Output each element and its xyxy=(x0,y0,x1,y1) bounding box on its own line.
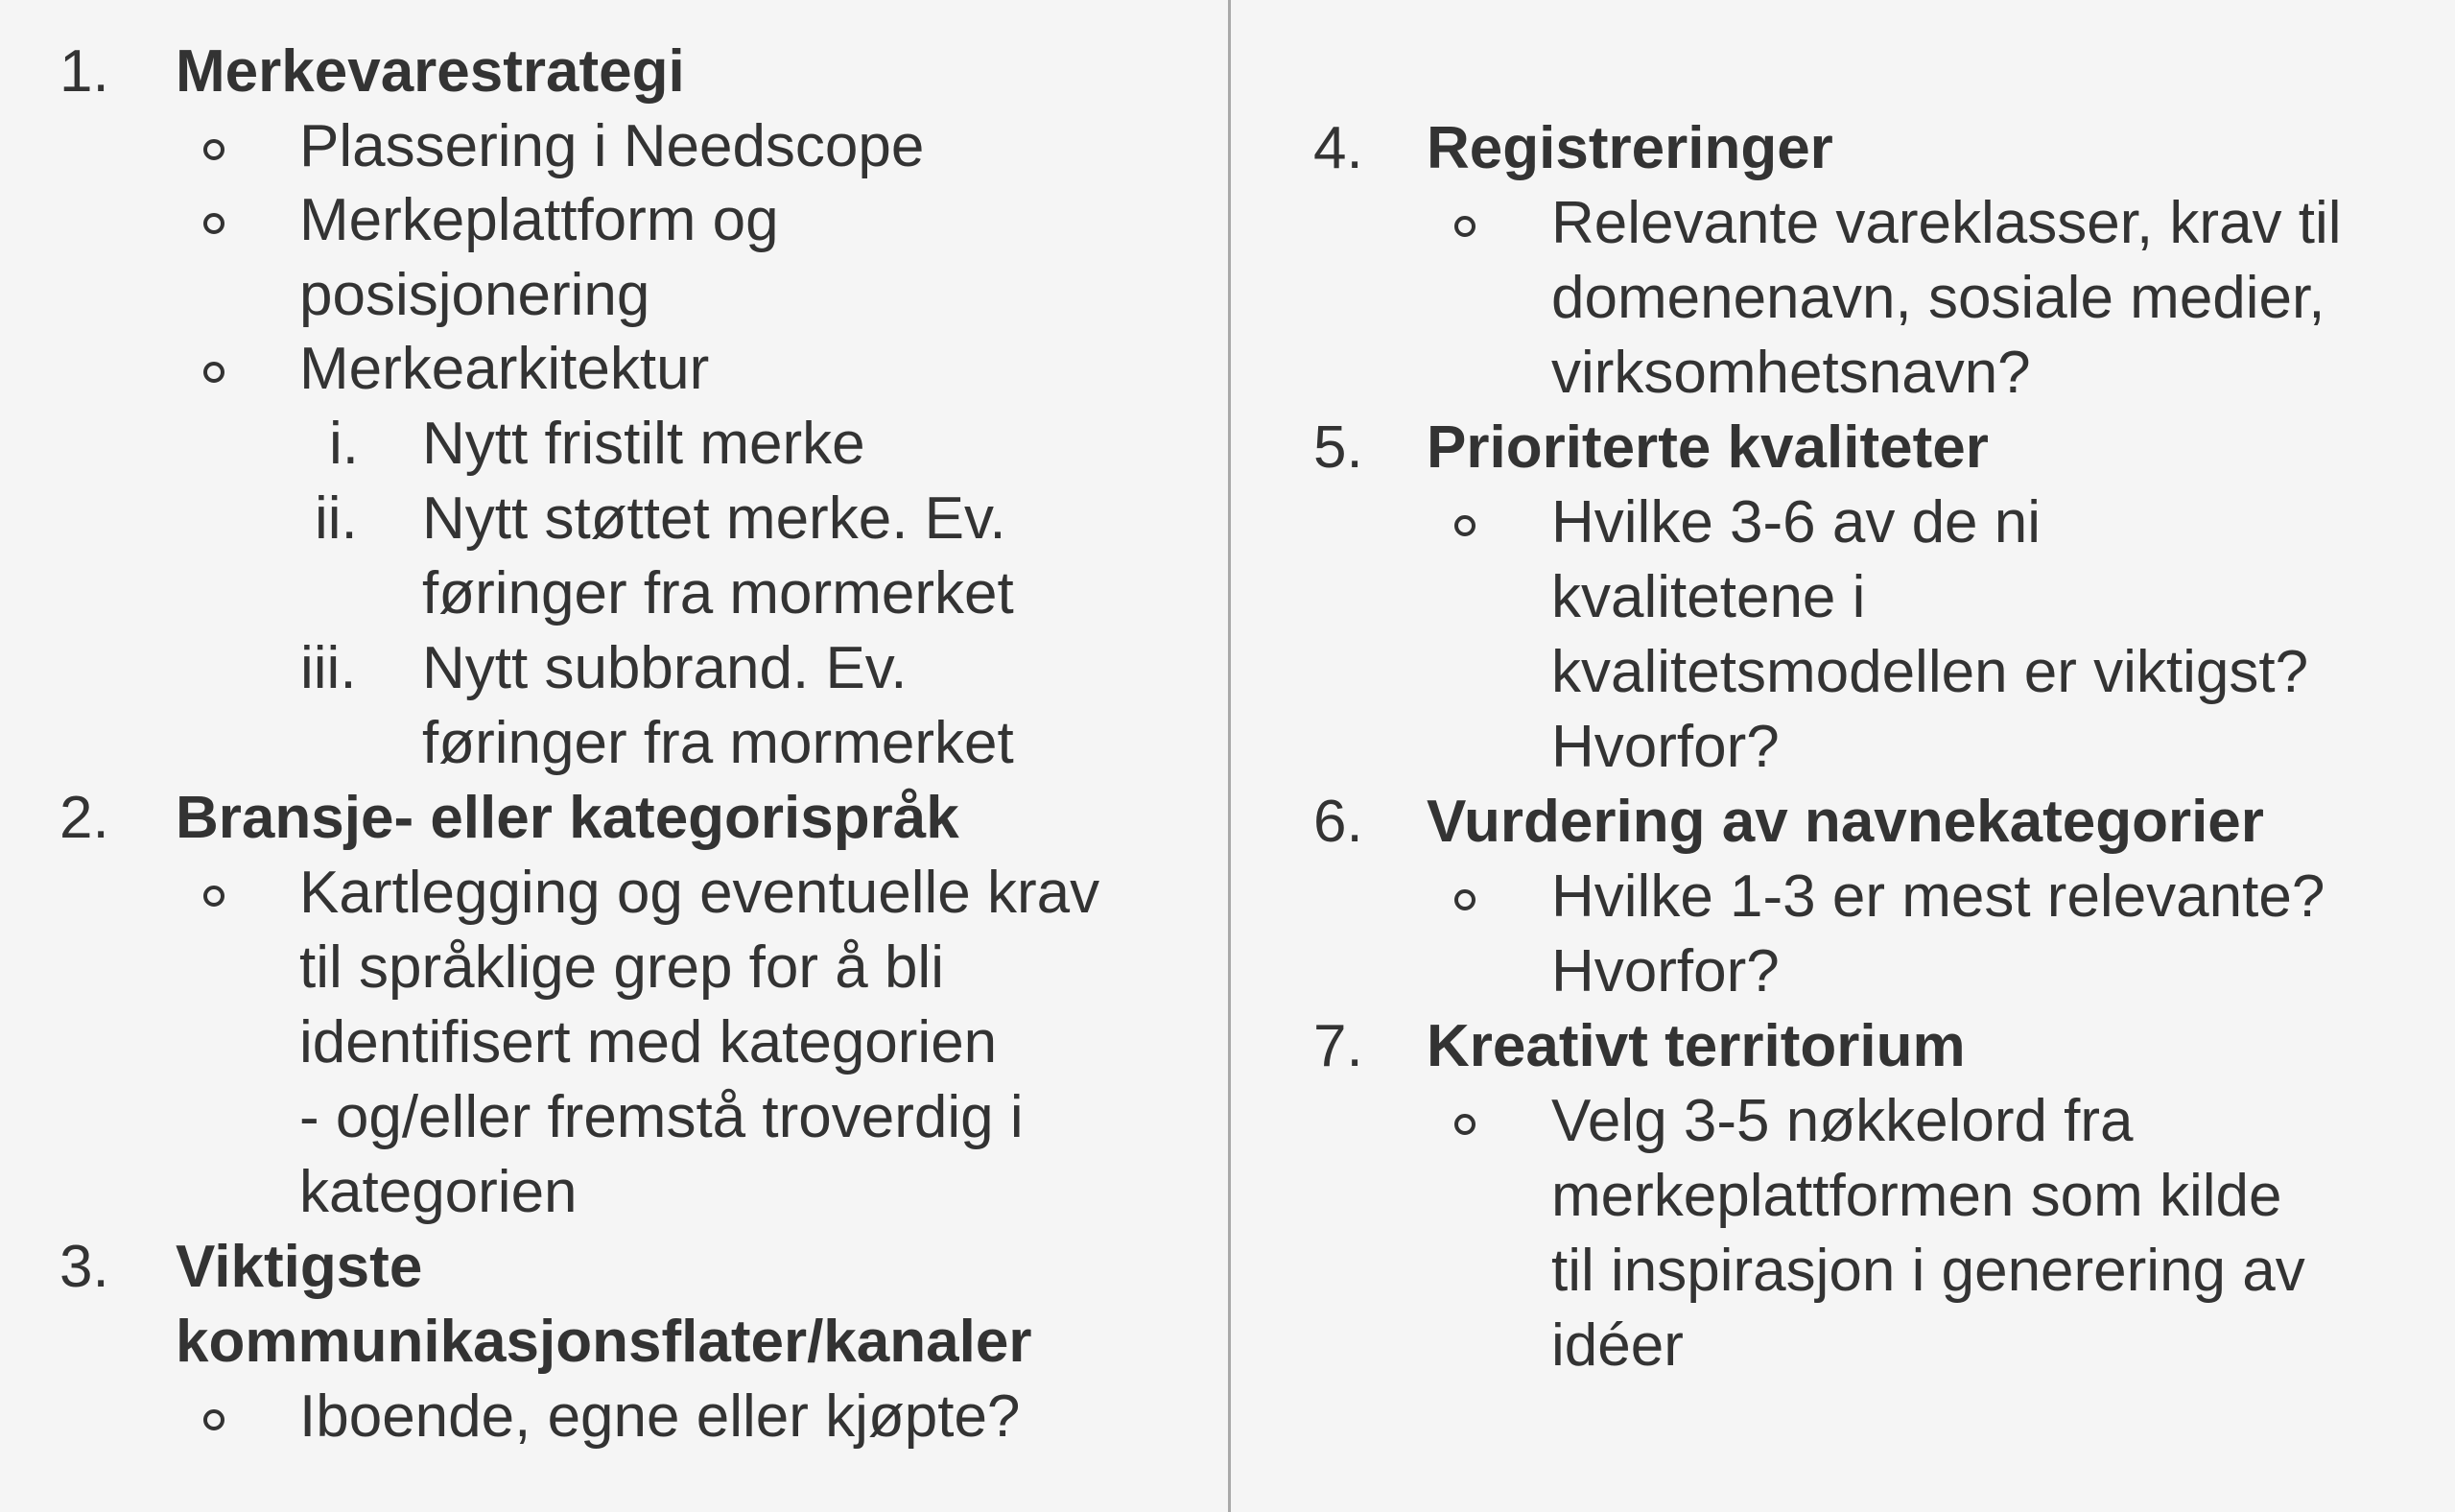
list-item-needscope: Plassering i Needscope xyxy=(299,113,925,179)
list-item-kvaliteter: Hvilke 3-6 av de ni xyxy=(1551,489,2042,555)
list-number-2: 2. xyxy=(59,785,109,851)
list-number-6: 6. xyxy=(1313,789,1363,855)
list-item-vareklasser-cont: virksomhetsnavn? xyxy=(1551,340,2031,406)
heading-kommunikasjonsflater: Viktigste xyxy=(176,1234,423,1300)
heading-registreringer: Registreringer xyxy=(1427,115,1833,181)
bullet-icon xyxy=(203,362,224,383)
list-number-3: 3. xyxy=(59,1234,109,1300)
list-item-relevante: Hvilke 1-3 er mest relevante? xyxy=(1551,863,2325,930)
list-item-nokkelord-cont: til inspirasjon i generering av xyxy=(1551,1238,2305,1304)
list-number-7: 7. xyxy=(1313,1013,1363,1079)
list-item-vareklasser-cont: domenenavn, sosiale medier, xyxy=(1551,265,2325,331)
list-item-merkeplattform: Merkeplattform og xyxy=(299,187,779,253)
bullet-icon xyxy=(1454,216,1475,237)
list-item-iboende: Iboende, egne eller kjøpte? xyxy=(299,1383,1021,1450)
column-divider xyxy=(1228,0,1231,1512)
list-item-nokkelord-cont: idéer xyxy=(1551,1312,1684,1379)
list-item-kvaliteter-cont: Hvorfor? xyxy=(1551,714,1780,780)
list-item-kvaliteter-cont: kvalitetsmodellen er viktigst? xyxy=(1551,639,2309,705)
bullet-icon xyxy=(203,886,224,907)
heading-navnekategorier: Vurdering av navnekategorier xyxy=(1427,789,2264,855)
list-item-vareklasser: Relevante vareklasser, krav til xyxy=(1551,190,2342,256)
bullet-icon xyxy=(1454,515,1475,536)
heading-prioriterte-kvaliteter: Prioriterte kvaliteter xyxy=(1427,414,1989,481)
list-item-merkeplattform-cont: posisjonering xyxy=(299,262,650,328)
list-item-fristilt-merke: Nytt fristilt merke xyxy=(422,411,865,477)
list-item-merkearkitektur: Merkearkitektur xyxy=(299,336,710,402)
bullet-icon xyxy=(1454,889,1475,910)
heading-kommunikasjonsflater-cont: kommunikasjonsflater/kanaler xyxy=(176,1309,1032,1375)
list-item-stottet-merke: Nytt støttet merke. Ev. xyxy=(422,485,1006,552)
list-item-nokkelord: Velg 3-5 nøkkelord fra xyxy=(1551,1088,2134,1154)
roman-marker-ii: ii. xyxy=(315,485,358,552)
roman-marker-i: i. xyxy=(329,411,359,477)
list-item-kartlegging-cont: identifisert med kategorien xyxy=(299,1009,998,1075)
heading-kreativt-territorium: Kreativt territorium xyxy=(1427,1013,1966,1079)
list-item-nokkelord-cont: merkeplattformen som kilde xyxy=(1551,1163,2282,1229)
list-number-4: 4. xyxy=(1313,115,1363,181)
bullet-icon xyxy=(203,213,224,234)
roman-marker-iii: iii. xyxy=(300,635,357,701)
list-item-subbrand-cont: føringer fra mormerket xyxy=(422,710,1014,776)
list-item-stottet-merke-cont: føringer fra mormerket xyxy=(422,560,1014,626)
list-number-1: 1. xyxy=(59,38,109,105)
bullet-icon xyxy=(203,139,224,160)
list-number-5: 5. xyxy=(1313,414,1363,481)
list-item-kvaliteter-cont: kvalitetene i xyxy=(1551,564,1866,630)
heading-merkevarestrategi: Merkevarestrategi xyxy=(176,38,685,105)
list-item-subbrand: Nytt subbrand. Ev. xyxy=(422,635,908,701)
heading-kategorisprak: Bransje- eller kategorispråk xyxy=(176,785,959,851)
bullet-icon xyxy=(203,1409,224,1430)
list-item-kartlegging-cont: til språklige grep for å bli xyxy=(299,934,944,1001)
list-item-kartlegging-cont: kategorien xyxy=(299,1159,578,1225)
list-item-kartlegging-cont: - og/eller fremstå troverdig i xyxy=(299,1084,1024,1150)
list-item-kartlegging: Kartlegging og eventuelle krav xyxy=(299,860,1100,926)
list-item-relevante-cont: Hvorfor? xyxy=(1551,938,1780,1004)
bullet-icon xyxy=(1454,1114,1475,1135)
